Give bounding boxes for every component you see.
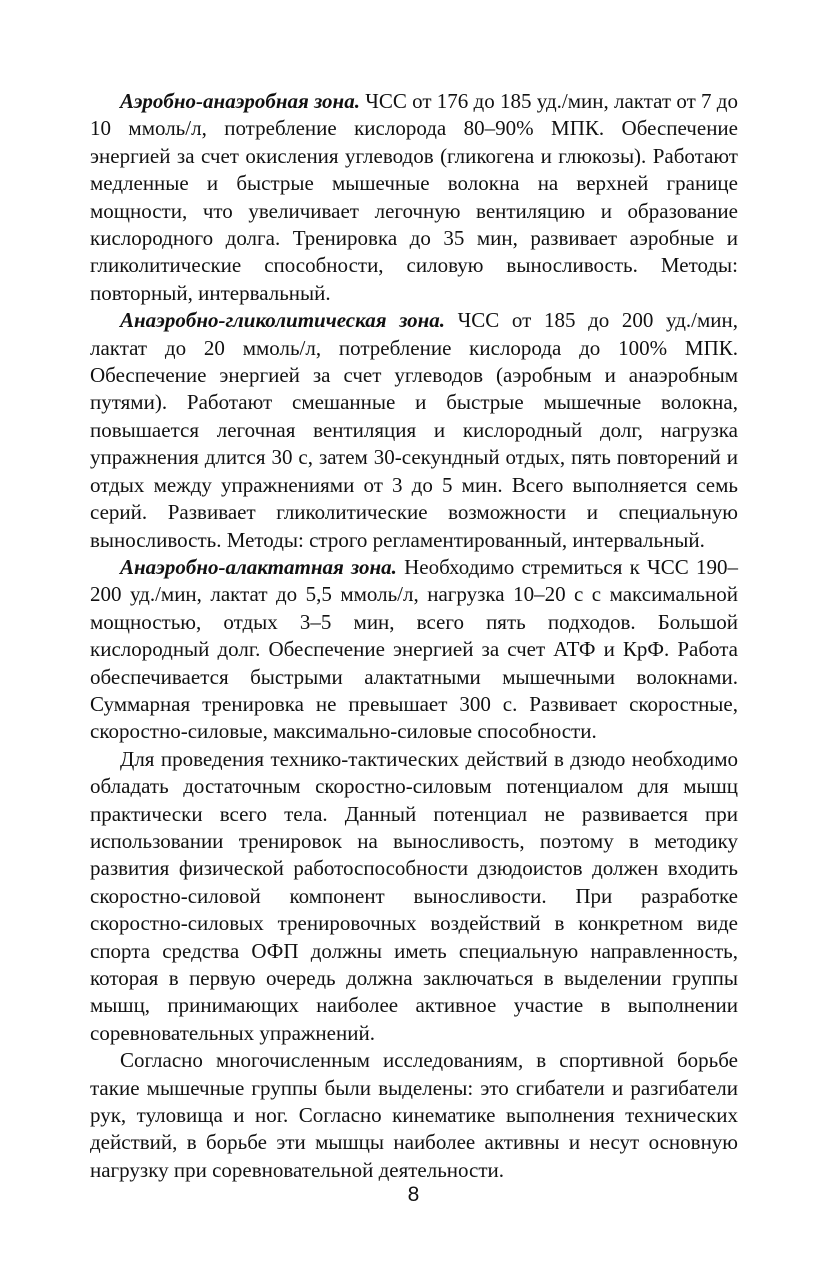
paragraph-text: Необходимо стремиться к ЧСС 190–200 уд./мин, лактат до 5,5 ммоль/л, нагрузка 10–20 с с максимальной мощностью, отдых 3–5 мин, всего пять подходов. Большой кислородный долг. Обеспечение энергией за счет АТФ и КрФ. Работа обеспечивается быстрыми алактатными мышечными волокнами. Суммарная тренировка не превышает 300 с. Развивает скоростные, скоростно-силовые, максимально-силовые способности.: [90, 554, 738, 744]
term-aerobic-anaerobic-zone: Аэробно-анаэробная зона.: [120, 89, 360, 113]
paragraph-anaerobic-alactic-zone: [90, 554, 738, 746]
paragraph-text: Согласно многочисленным исследованиям, в спортивной борьбе такие мышечные группы были выделены: это сгибатели и разгибатели рук, туловища и ног. Согласно кинематике выполнения технических действий, в борьбе эти мышцы наиболее активны и несут основную нагрузку при соревновательной деятельности.: [90, 1048, 738, 1182]
paragraph-judo-speed-strength: [90, 746, 738, 1047]
paragraph-text: ЧСС от 176 до 185 уд./мин, лактат от 7 до 10 ммоль/л, потребление кислорода 80–90% МПК. Обеспечение энергией за счет окисления углеводов (гликогена и глюкозы). Работают медленные и быстрые мышечные волокна на верхней границе мощности, что увеличивает легочную вентиляцию и образование кислородного долга. Тренировка до 35 мин, развивает аэробные и гликолитические способности, силовую выносливость. Методы: повторный, интервальный.: [90, 89, 738, 305]
paragraph-text: Для проведения технико-тактических действий в дзюдо необходимо обладать достаточным скоростно-силовым потенциалом для мышц практически всего тела. Данный потенциал не развивается при использовании тренировок на выносливость, поэтому в методику развития физической работоспособности дзюдоистов должен входить скоростно-силовой компонент выносливости. При разработке скоростно-силовых тренировочных воздействий в конкретном виде спорта средства ОФП должны иметь специальную направленность, которая в первую очередь должна заключаться в выделении группы мышц, принимающих наиболее активное участие в выполнении соревновательных упражнений.: [90, 746, 738, 1045]
page-number: 8: [407, 1183, 420, 1206]
paragraph-text: ЧСС от 185 до 200 уд./мин, лактат до 20 ммоль/л, потребление кислорода до 100% МПК. Обеспечение энергией за счет углеводов (аэробным и анаэробным путями). Работают смешанные и быстрые мышечные волокна, повышается легочная вентиляция и кислородный долг, нагрузка упражнения длится 30 с, затем 30-секундный отдых, пять повторений и отдых между упражнениями от 3 до 5 мин. Всего выполняется семь серий. Развивает гликолитические возможности и специальную выносливость. Методы: строго регламентированный, интервальный.: [90, 308, 738, 552]
paragraph-muscle-groups: [90, 1047, 738, 1184]
page-body: [90, 88, 738, 1184]
paragraph-aerobic-anaerobic-zone: [90, 88, 738, 307]
term-anaerobic-alactic-zone: Анаэробно-алактатная зона.: [120, 554, 397, 579]
paragraph-anaerobic-glycolytic-zone: [90, 307, 738, 554]
term-anaerobic-glycolytic-zone: Анаэробно-гликолитическая зона.: [120, 308, 446, 333]
